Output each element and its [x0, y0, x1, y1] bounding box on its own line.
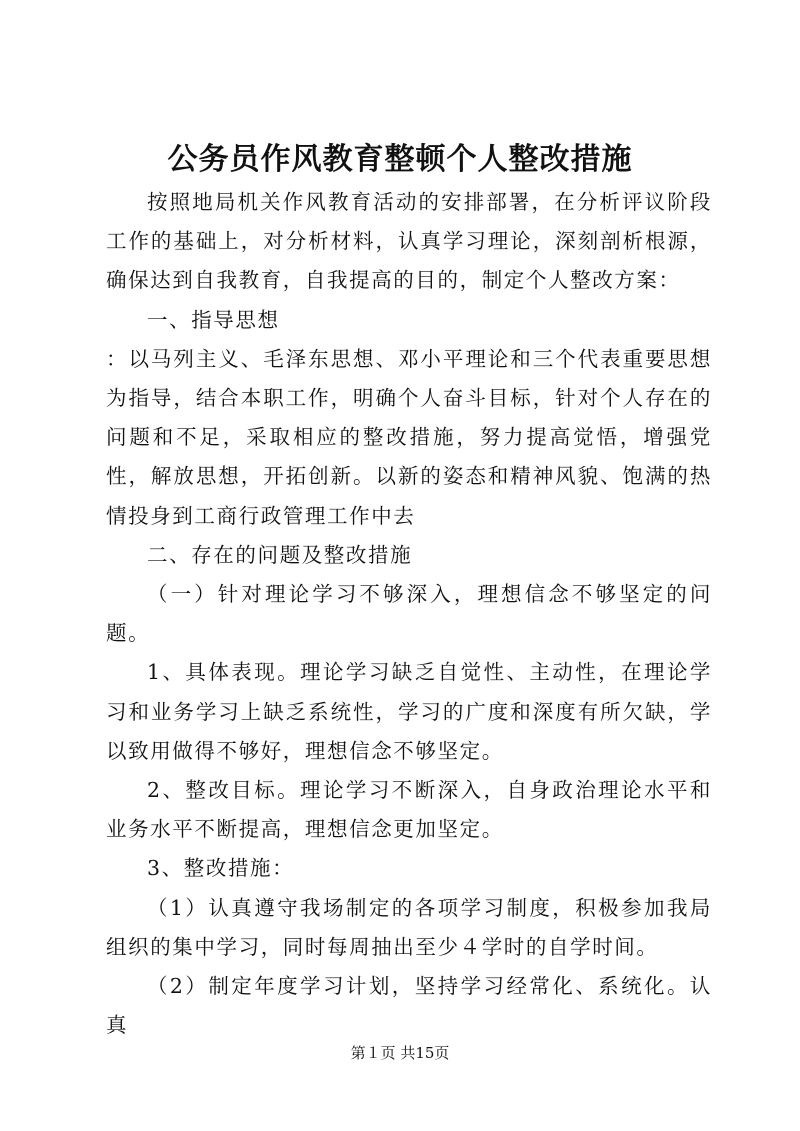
paragraph-manifestation: 1、具体表现。理论学习缺乏自觉性、主动性，在理论学习和业务学习上缺乏系统性，学习的广度和深度有所欠缺，学以致用做得不够好，理想信念不够坚定。 [106, 660, 712, 763]
paragraph-intro: 按照地局机关作风教育活动的安排部署，在分析评议阶段工作的基础上，对分析材料，认真学习理论，深刻剖析根源，确保达到自我教育，自我提高的目的，制定个人整改方案： [106, 190, 712, 293]
heading-guiding-thought: 一、指导思想 [147, 307, 280, 332]
paragraph-target: 2、整改目标。理论学习不断深入，自身政治理论水平和业务水平不断提高，理想信念更加坚定。 [106, 778, 712, 842]
paragraph-measure-1: （1）认真遵守我场制定的各项学习制度，积极参加我局组织的集中学习，同时每周抽出至少４学时的自学时间。 [106, 895, 712, 959]
paragraph-measures-heading: 3、整改措施： [147, 856, 295, 881]
paragraph-measure-2: （2）制定年度学习计划，坚持学习经常化、系统化。认真 [106, 974, 712, 1038]
paragraph-guiding-thought: ：以马列主义、毛泽东思想、邓小平理论和三个代表重要思想为指导，结合本职工作，明确个人奋斗目标，针对个人存在的问题和不足，采取相应的整改措施，努力提高觉悟，增强党性，解放思想，开拓创新。以新的姿态和精神风貌、饱满的热情投身到工商行政管理工作中去 [106, 346, 712, 528]
subheading-theory-study: （一）针对理论学习不够深入，理想信念不够坚定的问题。 [106, 582, 712, 646]
document-title: 公务员作风教育整顿个人整改措施 [167, 142, 633, 177]
heading-problems-measures: 二、存在的问题及整改措施 [147, 542, 413, 567]
page-number: 第１页 共15页 [350, 1044, 450, 1062]
document-body [106, 183, 712, 1045]
